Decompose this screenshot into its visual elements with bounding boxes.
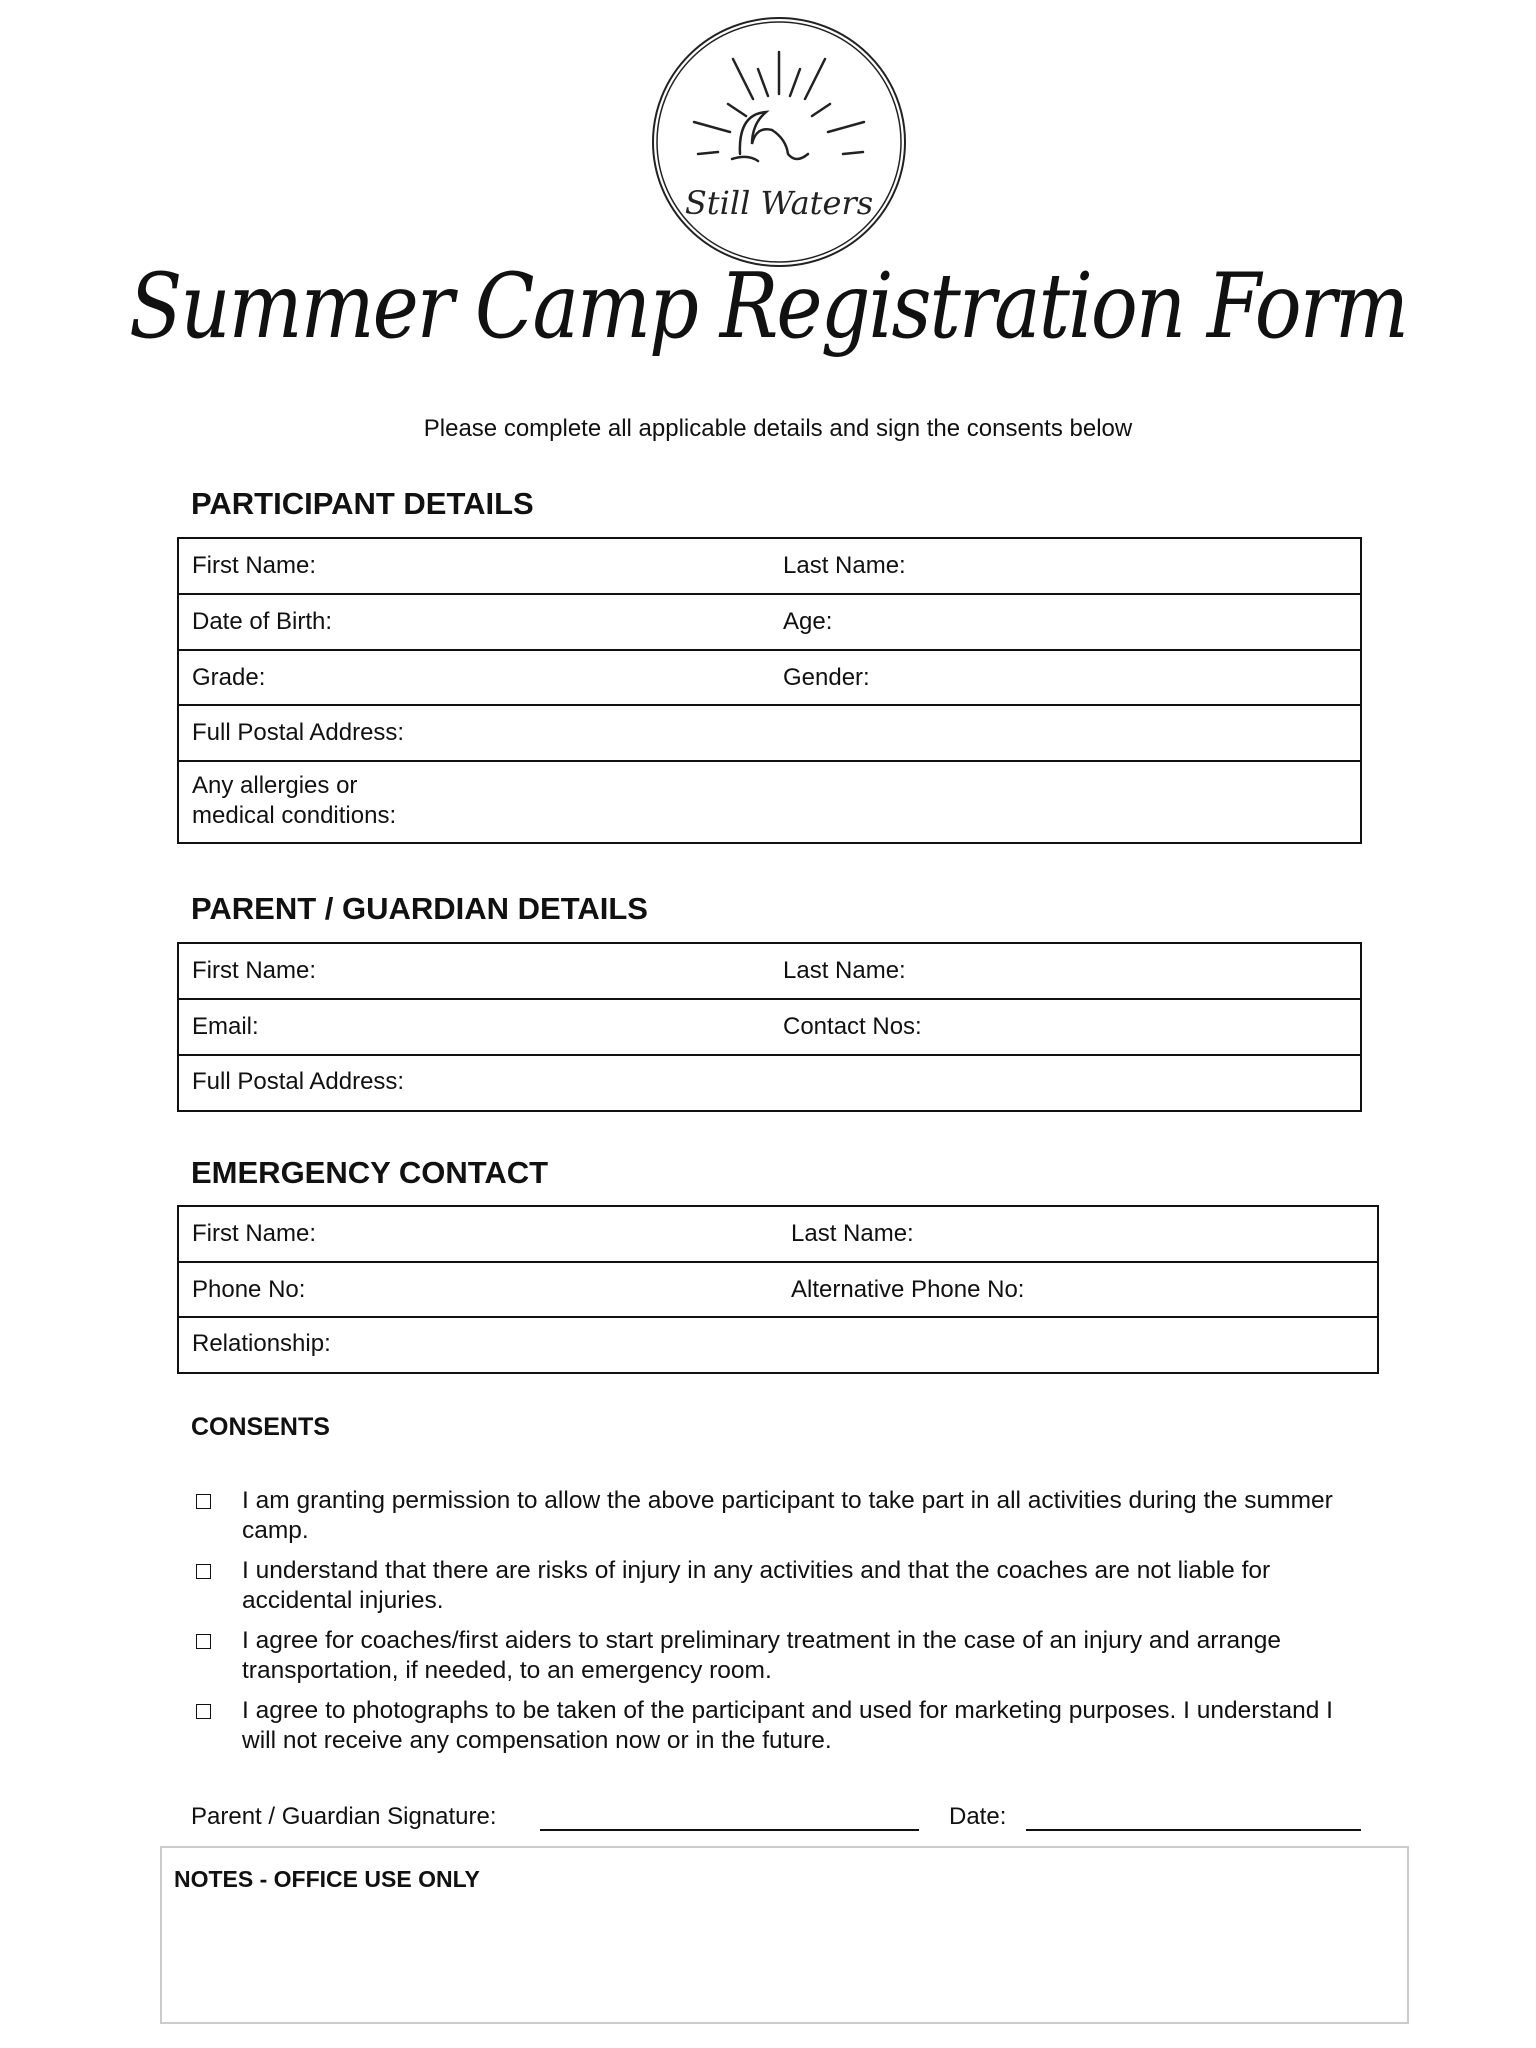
participant-table: [177, 537, 1362, 844]
consents-heading: CONSENTS: [191, 1413, 330, 1441]
consent-text-4: I agree to photographs to be taken of the participant and used for marketing purposes. I understand I will not receive any compensation now or in the future.: [242, 1697, 1333, 1754]
first-name-label: First Name:: [192, 957, 317, 984]
dob-label: Date of Birth:: [192, 608, 333, 635]
parent-table: [177, 942, 1362, 1112]
allergies-label-2: medical conditions:: [192, 802, 397, 829]
gender-label: Gender:: [783, 664, 870, 691]
allergies-label: Any allergies or: [192, 772, 358, 799]
alt-phone-label: Alternative Phone No:: [791, 1276, 1025, 1303]
participant-heading: PARTICIPANT DETAILS: [191, 486, 534, 521]
email-label: Email:: [192, 1013, 259, 1040]
consent-text-3: I agree for coaches/first aiders to start preliminary treatment in the case of an injury and arrange transportation, if needed, to an emergency room.: [242, 1627, 1282, 1684]
consent-checkbox-4[interactable]: [196, 1704, 211, 1719]
address-label: Full Postal Address:: [192, 1068, 405, 1095]
table-row[interactable]: [179, 651, 1360, 706]
signature-line[interactable]: [540, 1829, 919, 1831]
notes-heading: NOTES - OFFICE USE ONLY: [174, 1866, 480, 1892]
date-label: Date:: [949, 1803, 1007, 1830]
still-waters-logo: [648, 14, 910, 270]
first-name-label: First Name:: [192, 1220, 317, 1247]
table-row[interactable]: [179, 762, 1360, 842]
signature-label: Parent / Guardian Signature:: [191, 1803, 497, 1830]
consent-checkbox-3[interactable]: [196, 1634, 211, 1649]
date-line[interactable]: [1026, 1829, 1361, 1831]
form-subtitle: Please complete all applicable details and sign the consents below: [423, 415, 1133, 442]
form-title: Summer Camp Registration Form: [129, 255, 1407, 359]
table-row[interactable]: [179, 1263, 1377, 1318]
consent-checkbox-1[interactable]: [196, 1494, 211, 1509]
table-row[interactable]: [179, 1056, 1360, 1110]
first-name-label: First Name:: [192, 552, 317, 579]
parent-heading: PARENT / GUARDIAN DETAILS: [191, 891, 648, 926]
consent-checkbox-2[interactable]: [196, 1564, 211, 1579]
last-name-label: Last Name:: [783, 552, 906, 579]
consent-text-2: I understand that there are risks of injury in any activities and that the coaches are not liable for accidental injuries.: [242, 1557, 1271, 1614]
table-row[interactable]: [179, 539, 1360, 595]
svg-text:Still Waters: Still Waters: [684, 184, 874, 222]
table-row[interactable]: [179, 706, 1360, 762]
emergency-heading: EMERGENCY CONTACT: [191, 1155, 549, 1190]
table-row[interactable]: [179, 595, 1360, 651]
grade-label: Grade:: [192, 664, 266, 691]
table-row[interactable]: [179, 1207, 1377, 1263]
contact-label: Contact Nos:: [783, 1013, 922, 1040]
last-name-label: Last Name:: [791, 1220, 914, 1247]
last-name-label: Last Name:: [783, 957, 906, 984]
table-row[interactable]: [179, 1000, 1360, 1056]
table-row[interactable]: [179, 1318, 1377, 1372]
notes-box[interactable]: [160, 1846, 1409, 2024]
age-label: Age:: [783, 608, 833, 635]
address-label: Full Postal Address:: [192, 719, 405, 746]
table-row[interactable]: [179, 944, 1360, 1000]
consent-text-1: I am granting permission to allow the above participant to take part in all activities during the summer camp.: [242, 1487, 1333, 1544]
relationship-label: Relationship:: [192, 1330, 331, 1357]
emergency-table: [177, 1205, 1379, 1374]
phone-label: Phone No:: [192, 1276, 306, 1303]
